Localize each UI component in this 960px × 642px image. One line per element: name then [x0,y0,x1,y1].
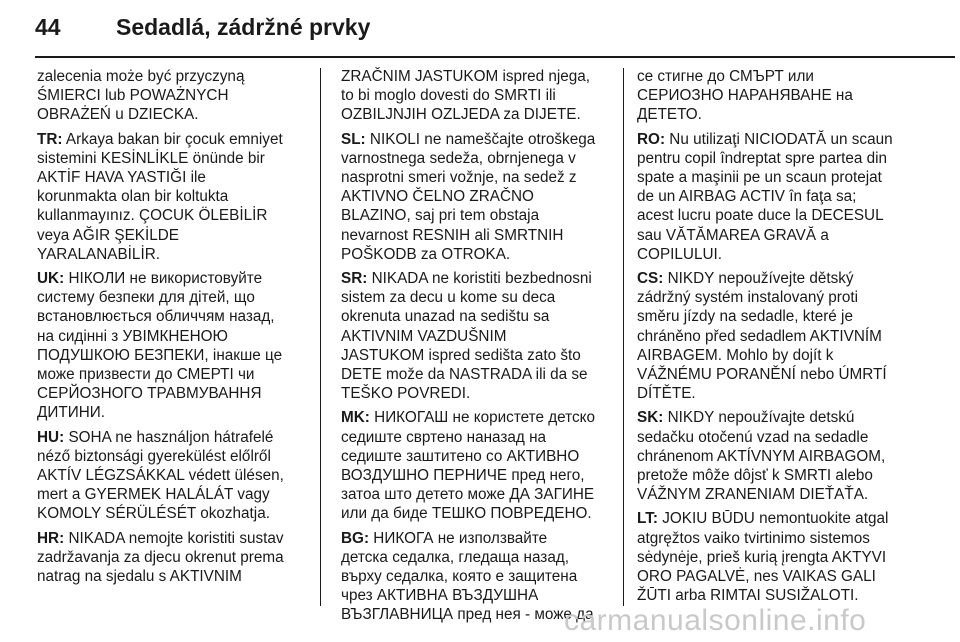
text-line [637,149,909,168]
line-text: COPILULUI. [637,245,723,263]
text-line [37,485,309,504]
text-line [341,269,613,288]
line-text: spate a maşinii pe un scaun protejat [637,169,882,187]
language-code: MK: [341,409,370,427]
text-line [341,346,613,365]
line-text: NIKDY nepoužívejte dětský [667,270,854,288]
text-line [637,67,909,86]
text-line [37,567,309,586]
line-text: Arkaya bakan bir çocuk emniyet [65,130,283,148]
line-text: затоа што детето може ДА ЗАГИНЕ [341,486,595,504]
text-line [37,105,309,124]
line-text: zalecenia może być przyczyną [37,68,245,85]
warning-paragraph [341,130,613,264]
text-line [37,206,309,225]
text-line [637,365,909,384]
line-text: AIRBAGEM. Mohlo by dojít k [637,346,834,364]
text-line [637,428,909,447]
text-line [341,206,613,225]
line-text: или да биде ТЕШКО ПОВРЕДЕНО. [341,505,592,523]
language-code: UK: [37,270,65,288]
column-divider [320,68,321,606]
line-text: JOKIU BŪDU nemontuokite atgal [662,510,889,528]
line-text: AKTIVNIM VAZDUŠNIM [341,327,507,345]
line-text: zádržný systém instalovaný proti [637,289,859,307]
line-text: ДИТИНИ. [37,404,105,422]
line-text: YARALANABİLİR. [37,245,160,263]
line-text: NIKADA nemojte koristiti sustav [68,529,284,547]
language-code: TR: [37,130,63,148]
line-text: POŠKODB za OTROKA. [341,245,511,263]
line-text: to bi moglo dovesti do SMRTI ili [341,87,556,105]
text-line [637,346,909,365]
text-line [341,105,613,124]
warning-paragraph [637,509,909,605]
text-line [637,567,909,586]
text-line [637,168,909,187]
warning-paragraph [37,269,309,423]
text-line [637,384,909,403]
text-line [37,245,309,264]
text-column-3 [637,67,909,610]
line-text: sistemini KESİNLİKLE önünde bir [37,149,265,167]
text-line [341,529,613,548]
language-code: HR: [37,529,65,547]
text-line [341,288,613,307]
line-text: pretože môže dôjsť k SMRTI alebo [637,467,873,485]
line-text: VÁŽNÉMU PORANĚNÍ nebo ÚMRTÍ [637,366,887,384]
text-line [637,408,909,427]
text-line [341,168,613,187]
line-text: varnostnega sedeža, obrnjenega v [341,149,576,167]
page-number: 44 [35,14,61,40]
text-line [341,428,613,447]
text-line [341,485,613,504]
line-text: СЕРЙОЗНОГО ТРАВМУВАННЯ [37,385,262,403]
line-text: ZRAČNIM JASTUKOM ispred njega, [341,68,591,85]
text-line [637,586,909,605]
text-line [637,130,909,149]
line-text: OBRAŻEŃ u DZIECKA. [37,106,199,124]
text-line [341,408,613,427]
text-line [37,149,309,168]
header-rule [35,56,955,58]
line-text: СЕРИОЗНО НАРАНЯВАНЕ на [637,87,853,105]
language-code: SR: [341,270,368,288]
text-line [341,504,613,523]
warning-paragraph [637,408,909,504]
watermark: carmanualsonline.info [564,604,867,637]
line-text: sistem za decu u kome su deca [341,289,556,307]
line-text: TEŠKO POVREDI. [341,385,471,403]
line-text: ПОДУШКОЮ БЕЗПЕКИ, інакше це [37,346,283,364]
line-text: sau VĂTĂMAREA GRAVĂ a [637,226,829,244]
column-divider [623,68,624,606]
language-code: SK: [637,409,664,427]
text-line [37,403,309,422]
text-line [637,245,909,264]
warning-paragraph [637,67,909,125]
text-line [637,466,909,485]
line-text: NIKADA ne koristiti bezbednosni [371,270,592,288]
text-line [37,428,309,447]
line-text: NIKDY nepoužívajte detskú [667,409,855,427]
text-line [341,567,613,586]
text-line [637,187,909,206]
text-line [637,548,909,567]
page-title: Sedadlá, zádržné prvky [116,14,371,40]
line-text: kullanmayınız. ÇOCUK ÖLEBİLİR [37,207,268,225]
text-line [637,485,909,504]
line-text: на сидінні з УВІМКНЕНОЮ [37,327,229,345]
line-text: veya AĞIR ŞEKİLDE [37,226,179,244]
line-text: ДЕТЕТО. [637,106,702,124]
line-text: AKTIVNO ČELNO ZRAČNO [341,188,534,206]
text-line [637,206,909,225]
line-text: ŚMIERCI lub POWAŻNYCH [37,87,229,105]
line-text: natrag na sjedalu s AKTIVNIM [37,568,242,586]
text-line [341,187,613,206]
text-line [37,130,309,149]
line-text: chráněno před sedadlem AKTIVNÍM [637,327,882,345]
text-line [37,288,309,307]
text-line [341,245,613,264]
language-code: BG: [341,529,370,547]
line-text: систему безпеки для дітей, що [37,289,255,307]
line-text: OZBILJNJIH OZLJEDA za DIJETE. [341,106,581,124]
line-text: nasprotni smeri vožnje, na sedež z [341,169,577,187]
line-text: SOHA ne használjon hátrafelé [68,428,274,446]
language-code: LT: [637,510,658,528]
text-line [637,327,909,346]
warning-paragraph [37,67,309,125]
line-text: korunmakta olan bir koltukta [37,188,229,206]
text-line [341,307,613,326]
text-line [37,447,309,466]
line-text: ŽŪTI arba RIMTAI SUSIŽALOTI. [637,587,859,605]
line-text: néző biztonsági gyerekülést előlről [37,447,271,465]
line-text: zadržavanja za djecu okrenut prema [37,548,284,566]
line-text: НІКОЛИ не використовуйте [68,270,263,288]
text-line [37,67,309,86]
line-text: sedačku otočenú vzad na sedadle [637,428,869,446]
text-line [637,269,909,288]
text-line [37,365,309,384]
text-line [341,586,613,605]
line-text: AKTÍV LÉGZSÁKKAL védett ülésen, [37,467,284,485]
text-column-2 [341,67,613,630]
warning-paragraph [341,269,613,403]
text-line [37,86,309,105]
text-line [37,466,309,485]
line-text: nevarnost RESNIH ali SMRTNIH [341,226,564,244]
text-line [37,548,309,567]
text-line [37,346,309,365]
line-text: встановлюється обличчям назад, [37,308,275,326]
text-line [637,509,909,528]
warning-paragraph [37,130,309,264]
line-text: върху седалка, която е защитена [341,568,578,586]
line-text: седиште свртено наназад на [341,428,547,446]
text-line [37,384,309,403]
line-text: pentru copil îndreptat spre partea din [637,149,888,167]
text-line [37,187,309,206]
line-text: okrenuta unazad na sedištu sa [341,308,550,326]
line-text: ВЪЗГЛАВНИЦА пред нея - може да [341,606,594,624]
language-code: HU: [37,428,65,446]
text-line [37,529,309,548]
language-code: CS: [637,270,664,288]
line-text: mert a GYERMEK HALÁLÁT vagy [37,486,270,504]
line-text: DETE može da NASTRADA ili da se [341,366,588,384]
text-line [37,504,309,523]
text-line [341,67,613,86]
text-line [637,447,909,466]
text-column-1 [37,67,309,591]
line-text: směru jízdy na sedadle, které je [637,308,853,326]
line-text: acest lucru poate duce la DECESUL [637,207,884,225]
text-line [341,327,613,346]
language-code: SL: [341,130,366,148]
line-text: atgręžtos vaiko tvirtinimo sistemos [637,529,870,547]
line-text: BLAZINO, saj pri tem obstaja [341,207,540,225]
line-text: НИКОГА не използвайте [373,529,548,547]
line-text: AKTİF HAVA YASTIĞI ile [37,169,206,187]
text-line [637,226,909,245]
warning-paragraph [341,408,613,523]
text-line [341,466,613,485]
text-line [341,365,613,384]
line-text: VÁŽNYM ZRANENIAM DIEŤAŤA. [637,486,869,504]
text-line [341,149,613,168]
line-text: Nu utilizaţi NICIODATĂ un scaun [669,130,893,148]
line-text: ORO PAGALVĖ, nes VAIKAS GALI [637,568,876,586]
text-line [37,226,309,245]
warning-paragraph [637,130,909,264]
line-text: седиште заштитено со АКТИВНО [341,447,580,465]
line-text: chránenom AKTÍVNYM AIRBAGOM, [637,447,886,465]
text-line [341,384,613,403]
warning-paragraph [37,529,309,587]
text-line [37,307,309,326]
text-line [637,529,909,548]
text-line [37,269,309,288]
line-text: DÍTĚTE. [637,385,696,403]
text-line [341,86,613,105]
line-text: JASTUKOM ispred sedišta zato što [341,346,581,364]
text-line [637,288,909,307]
text-line [341,447,613,466]
line-text: НИКОГАШ не користете детско [374,409,596,427]
text-line [637,105,909,124]
text-line [341,548,613,567]
text-line [37,327,309,346]
text-line [341,130,613,149]
warning-paragraph [341,67,613,125]
line-text: детска седалка, гледаща назад, [341,548,570,566]
line-text: de un AIRBAG ACTIV în faţa sa; [637,188,857,206]
line-text: може призвести до СМЕРТІ чи [37,366,255,384]
line-text: ВОЗДУШНО ПЕРНИЧЕ пред него, [341,467,585,485]
text-line [37,168,309,187]
warning-paragraph [637,269,909,403]
text-line [341,226,613,245]
warning-paragraph [37,428,309,524]
language-code: RO: [637,130,666,148]
line-text: NIKOLI ne nameščajte otroškega [369,130,596,148]
line-text: sėdynėje, prieš kurią įrengta AKTYVI [637,548,887,566]
line-text: чрез АКТИВНА ВЪЗДУШНА [341,587,539,605]
line-text: се стигне до СМЪРТ или [637,68,814,85]
text-line [637,86,909,105]
line-text: KOMOLY SÉRÜLÉSÉT okozhatja. [37,505,270,523]
text-line [637,307,909,326]
